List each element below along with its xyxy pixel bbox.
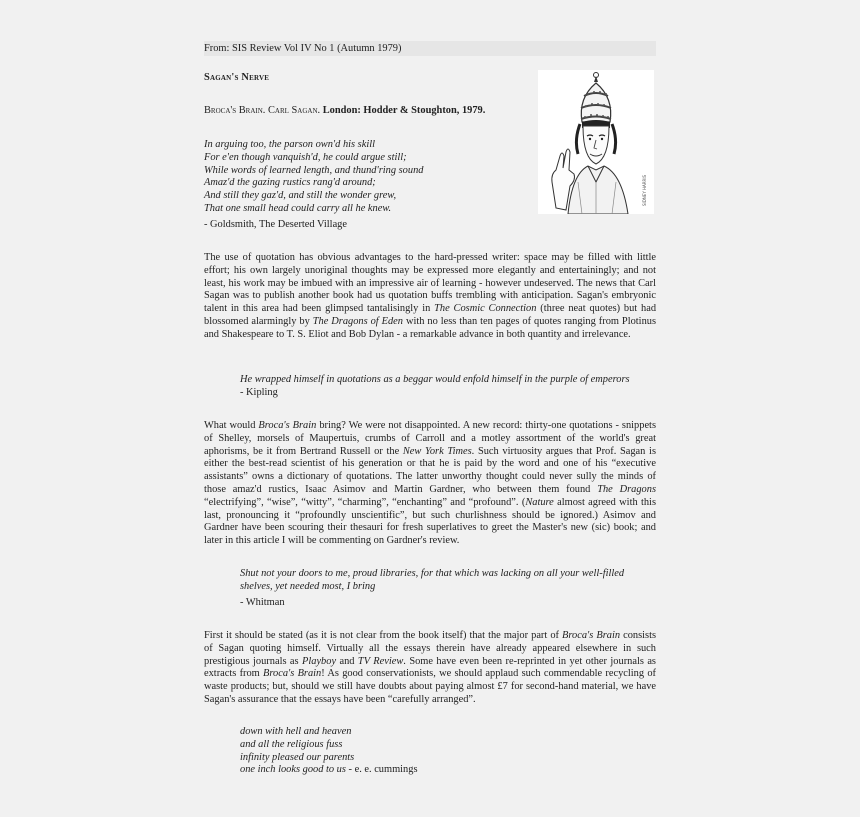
text-run: consists of Sagan quoting himself. Virtually all the essays therein have already appeared elsewhere in such prestigious journals as bbox=[204, 630, 657, 667]
epigraph-line: In arguing too, the parson own'd his skill bbox=[204, 139, 375, 150]
text-run: The use of quotation has obvious advantages to the hard-pressed writer: space may be filled with little effort; his own largely unoriginal thoughts may be expressed more elegantly and entertainingly; and not least, his work may be imbued with an impressive air of learning - however undeserved. The news that Carl Sagan was to publish another book had us quotation buffs trembling with anticipation. Sagan's embryonic talent in this area had been glimpsed tantalisingly in bbox=[204, 252, 656, 315]
italic-title-run: TV Review bbox=[357, 655, 404, 667]
poem-line: down with hell and heaven bbox=[240, 726, 352, 737]
pope-cartoon-illustration bbox=[538, 70, 654, 214]
text-run: What would bbox=[204, 420, 259, 431]
text-run: . Some have even been re-reprinted in yet other journals as extracts from bbox=[204, 655, 656, 680]
text-run: with no less than ten pages of quotes ranging from Plotinus and Shakespeare to T. S. Eliot and Bob Dylan - a remarkable advance in both quantity and irrelevance. bbox=[204, 315, 656, 340]
book-citation bbox=[204, 105, 485, 116]
epigraph-poem bbox=[204, 139, 524, 216]
artist-signature: SIDNEY HARRIS bbox=[642, 174, 647, 206]
book-title-author: Broca's Brain. Carl Sagan. bbox=[204, 105, 321, 116]
text-run: (three neat quotes) but had blossomed alarmingly by bbox=[204, 303, 657, 327]
quote-attribution: - Kipling bbox=[240, 386, 278, 398]
cartoon-portrait-image bbox=[538, 70, 654, 214]
paragraph-3 bbox=[204, 630, 656, 707]
quote-text: Shut not your doors to me, proud libraries, for that which was lacking on all your well-filled shelves, yet needed most, I bring bbox=[240, 568, 625, 592]
paragraph-2 bbox=[204, 420, 656, 548]
book-publisher: London: Hodder & Stoughton, 1979. bbox=[320, 105, 486, 116]
text-run: ! As good conservationists, we should applaud such commendable recycling of waste products; but, should we still have doubts about paying almost £7 for second-hand material, we have Sagan's assurance that the essays have been “carefully arranged”. bbox=[204, 668, 656, 705]
quote-whitman bbox=[240, 568, 656, 609]
poem-attribution: - e. e. cummings bbox=[345, 764, 418, 776]
italic-title-run: Broca's Brain bbox=[263, 668, 322, 680]
epigraph-attribution: - Goldsmith, The Deserted Village bbox=[204, 219, 347, 230]
article-title: Sagan's Nerve bbox=[204, 72, 270, 83]
text-run: almost agreed with this last, pronouncing it “profoundly unscientific”, but such churlishness should be ignored.) Asimov and Gardner have been scouring their thesauri for fresh superlatives to greet the Master's new (sic) book; and later in this article I will be commenting on Gardner's review. bbox=[204, 496, 656, 547]
text-run: . Such virtuosity argues that Prof. Sagan is either the best-read scientist of his generation or that he is paid by the word and one of his “executive assistants” owns a dictionary of quotations. The latter unworthy thought could never sully the minds of those amaz'd rustics, Isaac Asimov and Martin Gardner, who between them found bbox=[204, 445, 656, 495]
italic-title-run: New York Times bbox=[402, 445, 472, 457]
text-run: and bbox=[336, 655, 358, 667]
poem-line: infinity pleased our parents bbox=[240, 751, 355, 763]
text-run: “electrifying”, “wise”, “witty”, “charming”, “enchanting” and “profound”. ( bbox=[204, 496, 526, 508]
quote-attribution: - Whitman bbox=[240, 596, 285, 608]
italic-title-run: The Dragons of Eden bbox=[312, 315, 403, 327]
italic-title-run: Broca's Brain bbox=[258, 420, 317, 431]
italic-title-run: Playboy bbox=[302, 655, 337, 667]
epigraph-line: That one small head could carry all he knew. bbox=[204, 202, 392, 214]
italic-title-run: Broca's Brain bbox=[562, 630, 621, 641]
italic-title-run: The Dragons bbox=[597, 483, 656, 495]
cummings-poem bbox=[240, 726, 540, 777]
text-run: bring? We were not disappointed. A new record: thirty-one quotations - snippets of Shelley, morsels of Maupertuis, crumbs of Carroll and a motley assortment of the world's great aphorisms, be it from Bertrand Russell or the bbox=[204, 420, 656, 457]
epigraph-line: For e'en though vanquish'd, he could argue still; bbox=[204, 151, 407, 163]
quote-kipling bbox=[240, 374, 656, 400]
paragraph-1 bbox=[204, 252, 656, 342]
poem-last-line: one inch looks good to us bbox=[240, 764, 346, 776]
poem-line: and all the religious fuss bbox=[240, 738, 343, 750]
italic-title-run: Nature bbox=[525, 496, 554, 508]
epigraph-line: Amaz'd the gazing rustics rang'd around; bbox=[204, 177, 376, 189]
poem-line bbox=[240, 764, 540, 777]
text-run: First it should be stated (as it is not clear from the book itself) that the major part of bbox=[204, 630, 563, 641]
source-line: From: SIS Review Vol IV No 1 (Autumn 1979) bbox=[204, 43, 402, 54]
epigraph-line: And still they gaz'd, and still the wonder grew, bbox=[204, 190, 397, 202]
epigraph-line: While words of learned length, and thund'ring sound bbox=[204, 164, 424, 176]
italic-title-run: The Cosmic Connection bbox=[434, 303, 537, 315]
quote-text: He wrapped himself in quotations as a beggar would enfold himself in the purple of emperors bbox=[240, 374, 630, 385]
